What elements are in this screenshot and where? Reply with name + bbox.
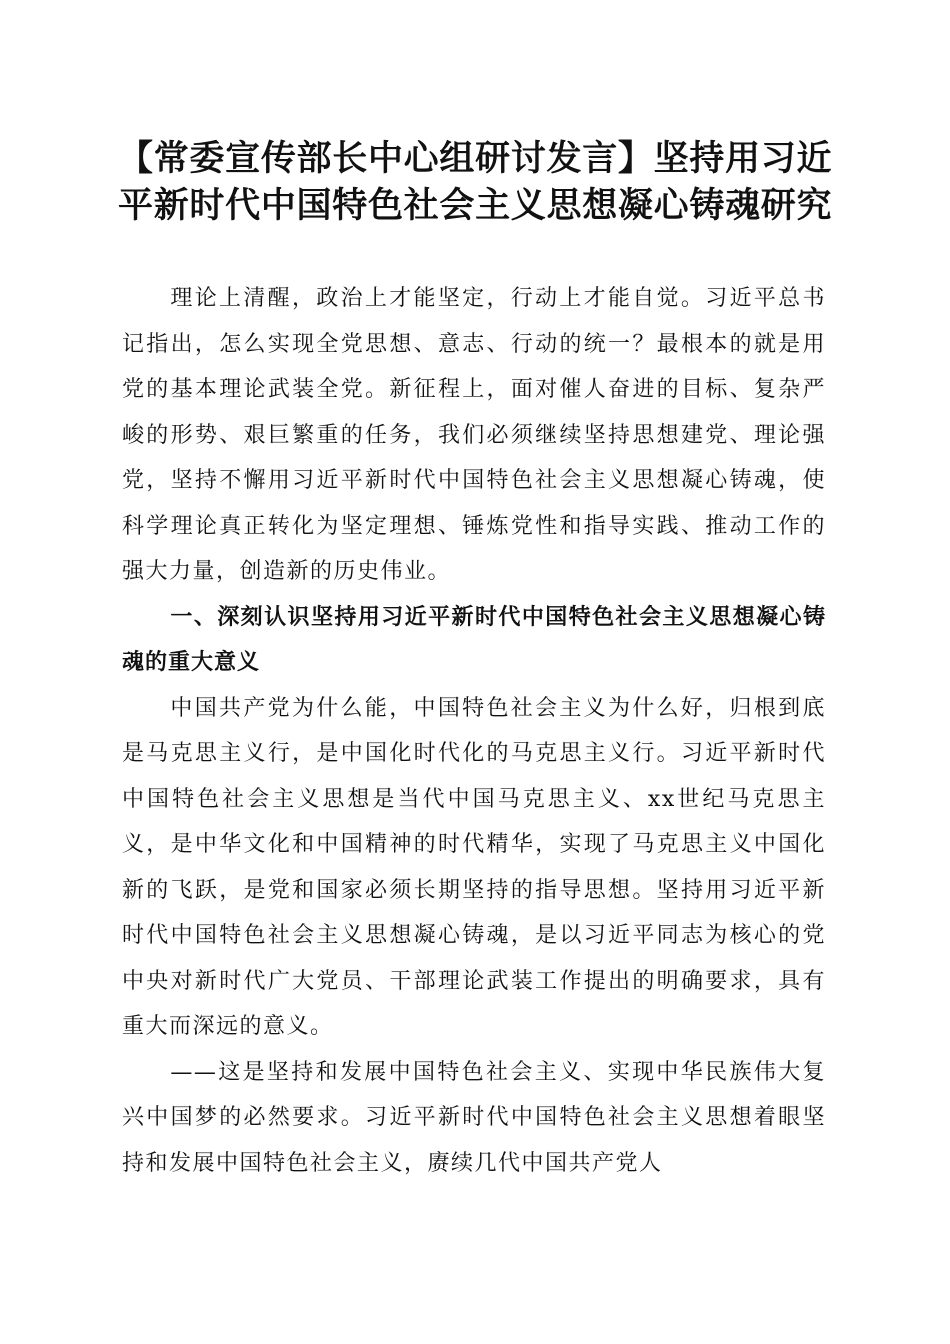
section-paragraph: 中国共产党为什么能，中国特色社会主义为什么好，归根到底是马克思主义行，是中国化时代化的马克思主义行。习近平新时代中国特色社会主义思想是当代中国马克思主义、xx世纪马克思主义，是中华文化和中国精神的时代精华，实现了马克思主义中国化新的飞跃，是党和国家必须长期坚持的指导思想。坚持用习近平新时代中国特色社会主义思想凝心铸魂，是以习近平同志为核心的党中央对新时代广大党员、干部理论武装工作提出的明确要求，具有重大而深远的意义。 (122, 695, 826, 1039)
intro-paragraph: 理论上清醒，政治上才能坚定，行动上才能自觉。习近平总书记指出，怎么实现全党思想、意志、行动的统一？最根本的就是用党的基本理论武装全党。新征程上，面对催人奋进的目标、复杂严峻的形势、艰巨繁重的任务，我们必须继续坚持思想建党、理论强党，坚持不懈用习近平新时代中国特色社会主义思想凝心铸魂，使科学理论真正转化为坚定理想、锤炼党性和指导实践、推动工作的强大力量，创造新的历史伟业。 (122, 286, 826, 584)
section-paragraph: ——这是坚持和发展中国特色社会主义、实现中华民族伟大复兴中国梦的必然要求。习近平新时代中国特色社会主义思想着眼坚持和发展中国特色社会主义，赓续几代中国共产党人 (122, 1059, 826, 1176)
section-heading: 一、深刻认识坚持用习近平新时代中国特色社会主义思想凝心铸魂的重大意义 (122, 604, 826, 675)
document-title (118, 135, 832, 229)
document-body (122, 276, 826, 1186)
title-line-1: 【常委宣传部长中心组研讨发言】坚持用习近 (118, 138, 832, 179)
title-line-2: 平新时代中国特色社会主义思想凝心铸魂研究 (118, 185, 832, 226)
